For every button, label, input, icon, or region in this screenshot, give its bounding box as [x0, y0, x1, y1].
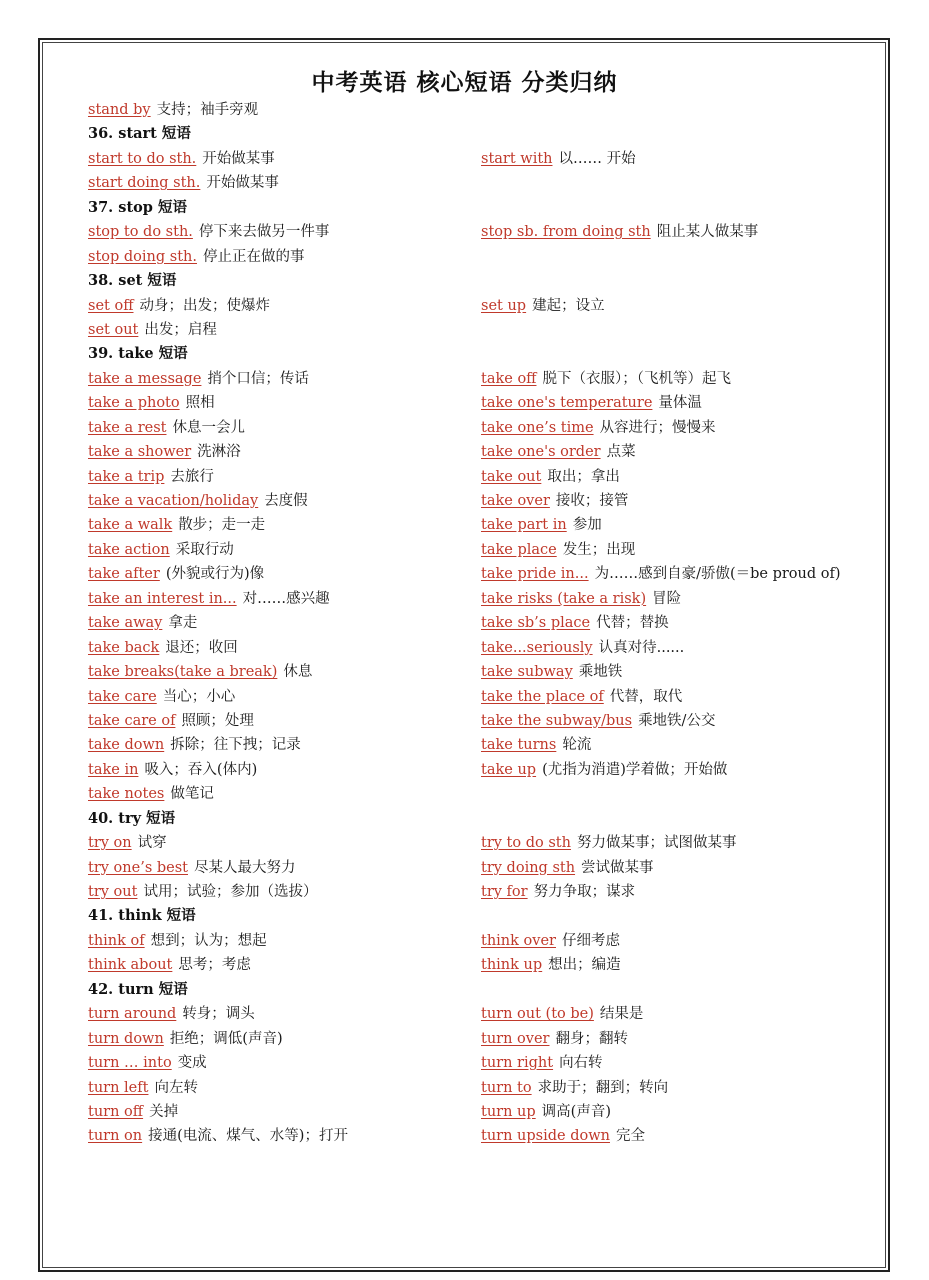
phrase-text: take back: [88, 639, 160, 656]
phrase-text: take a walk: [88, 517, 173, 534]
phrase-text: take a message: [88, 370, 202, 387]
phrase-entry-right: [481, 660, 622, 684]
phrase-meaning: 发生；出现: [562, 541, 636, 558]
phrase-row: [88, 538, 868, 562]
phrase-text: take up: [481, 761, 537, 778]
phrase-entry-right: [481, 929, 620, 953]
phrase-row: [88, 929, 868, 953]
phrase-entry-left: [88, 513, 265, 537]
phrase-row: [88, 782, 868, 806]
phrase-text: take risks (take a risk): [481, 590, 647, 607]
phrase-text: take care of: [88, 712, 176, 729]
phrase-entry-right: [481, 562, 841, 586]
phrase-entry-left: [88, 220, 329, 244]
phrase-meaning: 对……感兴趣: [242, 590, 330, 607]
phrase-meaning: 拆除；往下拽；记录: [170, 737, 301, 754]
phrase-meaning: 结果是: [599, 1006, 644, 1023]
phrase-text: take the place of: [481, 688, 604, 705]
phrase-text: try for: [481, 884, 528, 900]
phrase-entry-right: [481, 733, 591, 757]
phrase-text: turn around: [88, 1006, 177, 1023]
phrase-row: [88, 953, 868, 977]
phrase-meaning: 求助于；翻到；转向: [537, 1079, 669, 1096]
phrase-text: stand by: [88, 102, 151, 118]
phrase-text: take off: [481, 370, 537, 387]
section-header: 39. take 短语: [88, 345, 188, 363]
phrase-row: [88, 1124, 868, 1148]
phrase-entry-left: [88, 367, 309, 391]
phrase-text: turn down: [88, 1030, 164, 1047]
phrase-text: think up: [481, 957, 543, 974]
phrase-entry-right: [481, 367, 731, 391]
phrase-text: take over: [481, 493, 550, 509]
phrase-meaning: 出发；启程: [144, 321, 217, 338]
phrase-entry-left: [88, 171, 279, 195]
phrase-text: think of: [88, 932, 145, 949]
phrase-entry-left: [88, 685, 235, 709]
phrase-entry-left: [88, 147, 275, 171]
phrase-text: turn to: [481, 1079, 532, 1096]
phrase-entry-right: [481, 220, 758, 244]
phrase-meaning: 努力做某事；试图做某事: [576, 835, 737, 852]
phrase-meaning: (外貌或行为)像: [165, 566, 265, 583]
phrase-row: [88, 880, 868, 904]
phrase-meaning: 仔细考虑: [561, 932, 620, 949]
phrase-row: [88, 1027, 868, 1051]
phrase-text: take out: [481, 468, 542, 485]
phrase-row: [88, 587, 868, 611]
phrase-meaning: 去度假: [264, 493, 308, 509]
phrase-meaning: 照顾；处理: [181, 712, 254, 729]
phrase-row: [88, 147, 868, 171]
phrase-row: [88, 171, 868, 195]
phrase-text: take a photo: [88, 395, 180, 412]
phrase-row: [88, 758, 868, 782]
phrase-meaning: 休息: [283, 664, 313, 681]
phrase-meaning: 脱下（衣服）；（飞机等）起飞: [542, 370, 731, 387]
phrase-entry-left: [88, 489, 308, 513]
phrase-text: take notes: [88, 786, 165, 803]
phrase-meaning: (尤指为消遣)学着做；开始做: [542, 761, 728, 778]
phrase-text: start doing sth.: [88, 175, 201, 192]
phrase-meaning: 动身；出发；使爆炸: [139, 297, 270, 314]
phrase-text: take after: [88, 566, 160, 583]
phrase-entry-left: [88, 1051, 207, 1075]
phrase-text: take pride in...: [481, 566, 589, 583]
phrase-meaning: 接收；接管: [555, 493, 629, 509]
phrase-text: turn out (to be): [481, 1006, 594, 1023]
phrase-meaning: 休息一会儿: [172, 419, 245, 436]
phrase-entry-right: [481, 294, 605, 318]
phrase-meaning: 去旅行: [170, 468, 214, 485]
phrase-meaning: 翻身；翻转: [555, 1030, 628, 1047]
phrase-meaning: 变成: [177, 1055, 207, 1072]
phrase-text: set up: [481, 297, 527, 314]
phrase-entry-left: [88, 831, 167, 855]
phrase-meaning: 为……感到自豪/骄傲(＝be proud of): [594, 566, 841, 583]
phrase-row: [88, 220, 868, 244]
phrase-text: stop to do sth.: [88, 224, 193, 241]
phrase-meaning: 捎个口信；传话: [207, 370, 309, 387]
phrase-row: [88, 1100, 868, 1124]
section-header: 41. think 短语: [88, 907, 196, 925]
phrase-meaning: 努力争取；谋求: [533, 884, 636, 900]
phrase-meaning: 思考；考虑: [178, 957, 251, 974]
phrase-row: [88, 294, 868, 318]
phrase-text: take care: [88, 688, 157, 705]
phrase-entry-left: [88, 1124, 348, 1148]
phrase-entry-left: [88, 856, 296, 880]
section-header: 36. start 短语: [88, 125, 191, 143]
phrase-meaning: 照相: [185, 395, 215, 412]
phrase-row: [88, 440, 868, 464]
phrase-entry-left: [88, 660, 312, 684]
phrase-text: turn left: [88, 1079, 149, 1096]
phrase-meaning: 阻止某人做某事: [656, 224, 759, 241]
phrase-text: set off: [88, 297, 134, 314]
phrase-entry-right: [481, 709, 715, 733]
phrase-entry-right: [481, 1076, 668, 1100]
phrase-entry-right: [481, 1051, 603, 1075]
phrase-entry-right: [481, 513, 602, 537]
phrase-text: take the subway/bus: [481, 712, 633, 729]
phrase-meaning: 做笔记: [170, 786, 214, 803]
phrase-row: [88, 636, 868, 660]
phrase-text: take a vacation/holiday: [88, 493, 259, 509]
phrase-row: [88, 1076, 868, 1100]
phrase-entry-left: [88, 440, 241, 464]
phrase-entry-right: [481, 831, 736, 855]
phrase-entry-right: [481, 758, 727, 782]
phrase-text: take a rest: [88, 419, 167, 436]
phrase-text: turn … into: [88, 1055, 172, 1072]
phrase-meaning: 洗淋浴: [197, 444, 241, 461]
phrase-meaning: 代替，取代: [609, 688, 683, 705]
phrase-meaning: 完全: [615, 1128, 645, 1145]
phrase-entry-right: [481, 1027, 628, 1051]
phrase-text: set out: [88, 321, 139, 338]
section-header: 42. turn 短语: [88, 980, 188, 998]
section-header: 37. stop 短语: [88, 198, 187, 216]
phrase-row: [88, 733, 868, 757]
phrase-row: [88, 709, 868, 733]
phrase-text: take a trip: [88, 468, 165, 485]
phrase-text: take in: [88, 761, 139, 778]
phrase-entry-right: [481, 587, 681, 611]
phrase-meaning: 支持；袖手旁观: [156, 102, 259, 118]
phrase-meaning: 认真对待......: [598, 639, 685, 656]
phrase-text: try doing sth: [481, 859, 576, 876]
phrase-entry-right: [481, 685, 682, 709]
phrase-text: take an interest in...: [88, 590, 237, 607]
phrase-text: take turns: [481, 737, 557, 754]
phrase-row: [88, 562, 868, 586]
phrase-text: try out: [88, 884, 138, 900]
phrase-row: [88, 318, 868, 342]
phrase-meaning: 参加: [572, 517, 602, 534]
phrase-meaning: 想出；编造: [548, 957, 621, 974]
phrase-entry-left: [88, 587, 330, 611]
phrase-meaning: 关掉: [149, 1103, 179, 1120]
phrase-row: [88, 367, 868, 391]
phrase-row: [88, 245, 868, 269]
phrase-entry-right: [481, 1100, 611, 1124]
phrase-entry-right: [481, 416, 716, 440]
phrase-text: turn right: [481, 1055, 554, 1072]
phrase-entry-left: [88, 611, 197, 635]
phrase-entry-right: [481, 391, 702, 415]
phrase-entry-right: [481, 636, 684, 660]
phrase-meaning: 开始做某事: [206, 175, 279, 192]
phrase-meaning: 点菜: [606, 444, 636, 461]
phrase-entry-right: [481, 611, 669, 635]
phrase-text: start to do sth.: [88, 150, 197, 167]
phrase-text: stop doing sth.: [88, 248, 197, 265]
phrase-row: [88, 685, 868, 709]
phrase-entry-left: [88, 98, 258, 122]
phrase-entry-left: [88, 782, 214, 806]
phrase-meaning: 乘地铁: [578, 664, 623, 681]
section-header: 40. try 短语: [88, 809, 176, 827]
phrase-text: take action: [88, 541, 170, 558]
phrase-meaning: 想到；认为；想起: [150, 932, 267, 949]
phrase-entry-left: [88, 245, 304, 269]
phrase-meaning: 拿走: [168, 615, 198, 632]
phrase-text: turn over: [481, 1030, 550, 1047]
phrase-meaning: 退还；收回: [165, 639, 238, 656]
phrase-meaning: 乘地铁/公交: [638, 712, 716, 729]
phrase-entry-right: [481, 953, 621, 977]
phrase-row: [88, 416, 868, 440]
phrase-text: take away: [88, 615, 163, 632]
phrase-entry-left: [88, 636, 238, 660]
phrase-text: turn up: [481, 1103, 536, 1120]
phrase-text: stop sb. from doing sth: [481, 224, 651, 241]
phrase-text: turn upside down: [481, 1128, 610, 1145]
phrase-meaning: 向右转: [559, 1055, 603, 1072]
phrase-entry-right: [481, 1002, 643, 1026]
phrase-meaning: 从容进行；慢慢来: [599, 419, 716, 436]
phrase-meaning: 代替；替换: [596, 615, 669, 632]
phrase-text: turn off: [88, 1103, 144, 1120]
phrase-text: try one’s best: [88, 859, 188, 876]
phrase-meaning: 量体温: [658, 395, 702, 412]
phrase-meaning: 停止正在做的事: [202, 248, 305, 265]
phrase-meaning: 接通(电流、煤气、水等)；打开: [148, 1128, 348, 1145]
phrase-text: take sb’s place: [481, 615, 591, 632]
phrase-entry-left: [88, 391, 215, 415]
phrase-text: take one's temperature: [481, 395, 653, 412]
phrase-meaning: 建起；设立: [532, 297, 605, 314]
phrase-entry-left: [88, 562, 264, 586]
phrase-entry-left: [88, 538, 234, 562]
phrase-text: turn on: [88, 1128, 143, 1145]
phrase-entry-left: [88, 318, 217, 342]
phrase-entry-left: [88, 1076, 198, 1100]
phrase-entry-left: [88, 709, 254, 733]
phrase-text: take...seriously: [481, 639, 593, 656]
phrase-meaning: 停下来去做另一件事: [198, 224, 330, 241]
phrase-row: [88, 660, 868, 684]
phrase-text: take subway: [481, 664, 573, 681]
phrase-entry-left: [88, 1027, 283, 1051]
phrase-entry-left: [88, 758, 257, 782]
phrase-text: take one’s time: [481, 419, 594, 436]
phrase-list: [88, 98, 868, 1149]
phrase-entry-left: [88, 953, 251, 977]
phrase-text: take breaks(take a break): [88, 664, 278, 681]
phrase-meaning: 拒绝；调低(声音): [169, 1030, 283, 1047]
phrase-entry-right: [481, 856, 654, 880]
phrase-text: start with: [481, 150, 553, 167]
phrase-meaning: 开始做某事: [202, 150, 275, 167]
phrase-meaning: 当心；小心: [162, 688, 236, 705]
phrase-row: [88, 611, 868, 635]
phrase-row: [88, 98, 868, 122]
phrase-meaning: 转身；调头: [182, 1006, 255, 1023]
phrase-entry-right: [481, 147, 636, 171]
phrase-text: take a shower: [88, 444, 192, 461]
phrase-meaning: 试穿: [137, 835, 167, 852]
phrase-entry-right: [481, 880, 635, 904]
phrase-entry-left: [88, 465, 214, 489]
phrase-meaning: 调高(声音): [541, 1103, 611, 1120]
phrase-row: [88, 513, 868, 537]
section-header: 38. set 短语: [88, 272, 177, 290]
phrase-meaning: 采取行动: [175, 541, 234, 558]
phrase-row: [88, 489, 868, 513]
phrase-meaning: 散步；走一走: [178, 517, 266, 534]
phrase-row: [88, 1051, 868, 1075]
phrase-text: try on: [88, 835, 132, 852]
phrase-row: [88, 465, 868, 489]
phrase-entry-left: [88, 416, 245, 440]
phrase-text: take one's order: [481, 444, 601, 461]
phrase-meaning: 尽某人最大努力: [194, 859, 296, 876]
phrase-entry-left: [88, 294, 270, 318]
phrase-text: think over: [481, 932, 556, 949]
phrase-text: take place: [481, 541, 557, 558]
phrase-row: [88, 856, 868, 880]
phrase-entry-right: [481, 1124, 645, 1148]
phrase-meaning: 吸入；吞入(体内): [144, 761, 258, 778]
phrase-meaning: 冒险: [652, 590, 682, 607]
phrase-meaning: 试用；试验；参加（选拔）: [143, 884, 318, 900]
phrase-text: think about: [88, 957, 173, 974]
phrase-meaning: 以…… 开始: [558, 150, 636, 167]
phrase-entry-left: [88, 929, 267, 953]
phrase-entry-left: [88, 733, 301, 757]
phrase-text: try to do sth: [481, 835, 571, 852]
phrase-row: [88, 1002, 868, 1026]
phrase-entry-right: [481, 440, 636, 464]
phrase-entry-right: [481, 538, 635, 562]
phrase-entry-right: [481, 465, 620, 489]
phrase-text: take down: [88, 737, 165, 754]
phrase-meaning: 取出；拿出: [547, 468, 620, 485]
phrase-meaning: 尝试做某事: [581, 859, 654, 876]
page-title: 中考英语 核心短语 分类归纳: [311, 70, 618, 96]
phrase-entry-left: [88, 1002, 255, 1026]
phrase-row: [88, 831, 868, 855]
phrase-text: take part in: [481, 517, 567, 534]
phrase-entry-left: [88, 1100, 178, 1124]
phrase-entry-right: [481, 489, 628, 513]
phrase-meaning: 轮流: [562, 737, 592, 754]
phrase-entry-left: [88, 880, 317, 904]
phrase-row: [88, 391, 868, 415]
phrase-meaning: 向左转: [154, 1079, 198, 1096]
